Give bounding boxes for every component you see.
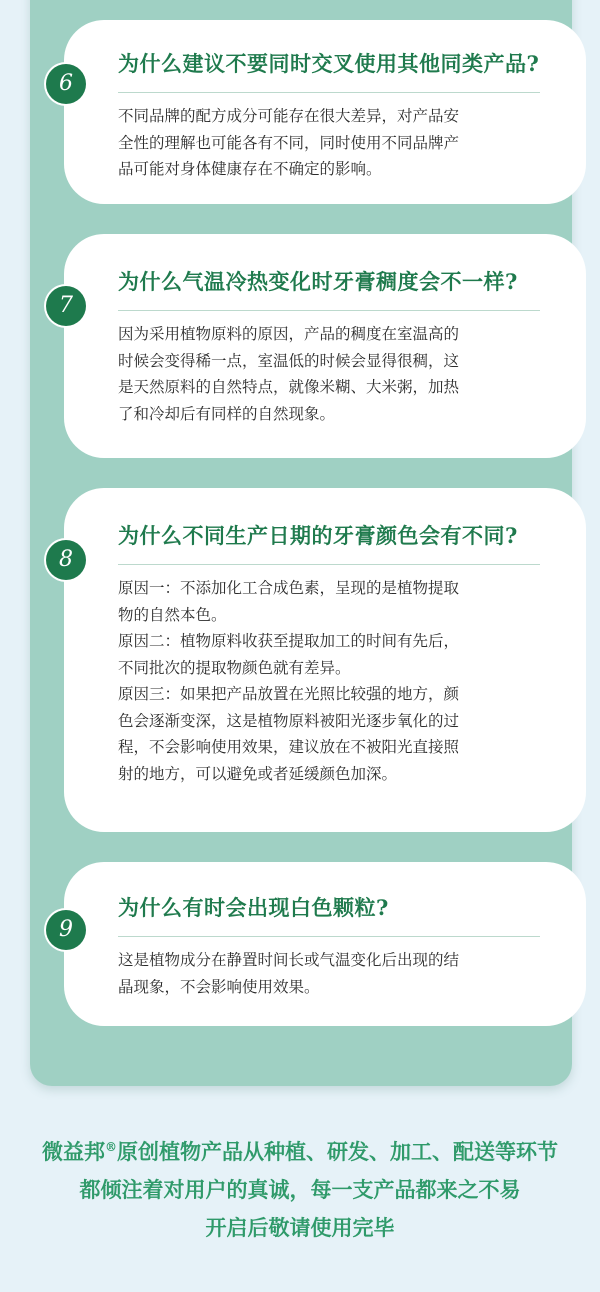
answer-line: 时候会变得稀一点，室温低的时候会显得很稠，这 [118,351,460,370]
faq-answer [118,575,556,787]
faq-answer [118,103,556,183]
answer-line: 原因二：植物原料收获至提取加工的时间有先后， [118,632,460,650]
faq-question: 为什么不同生产日期的牙膏颜色会有不同? [118,523,518,548]
faq-answer [118,321,556,427]
faq-card-8 [64,488,586,832]
answer-line: 色会逐渐变深，这是植物原料被阳光逐步氧化的过 [118,711,460,730]
answer-line: 了和冷却后有同样的自然现象。 [118,404,336,423]
answer-line: 晶现象，不会影响使用效果。 [118,977,320,996]
answer-line: 射的地方，可以避免或者延缓颜色加深。 [118,764,398,783]
number-badge-9: 9 [46,910,86,950]
answer-line: 不同批次的提取物颜色就有差异。 [118,658,351,677]
faq-question: 为什么有时会出现白色颗粒? [118,895,389,920]
answer-line: 因为采用植物原料的原因，产品的稠度在室温高的 [118,325,460,343]
footer-line-1-text: 原创植物产品从种植、研发、加工、配送等环节 [117,1139,558,1164]
footer-message [0,1128,600,1247]
brand-name: 微益邦 [42,1139,105,1164]
answer-line: 原因三：如果把产品放置在光照比较强的地方，颜 [118,685,460,703]
faq-question: 为什么建议不要同时交叉使用其他同类产品? [118,51,540,76]
footer-line-2: 都倾注着对用户的真诚，每一支产品都来之不易 [79,1177,521,1202]
faq-card-6 [64,20,586,204]
answer-line: 全性的理解也可能各有不同，同时使用不同品牌产 [118,133,460,152]
answer-line: 是天然原料的自然特点，就像米糊、大米粥，加热 [118,378,460,396]
answer-line: 原因一：不添加化工合成色素，呈现的是植物提取 [118,579,460,597]
number-badge-8: 8 [46,540,86,580]
number-badge-6: 6 [46,64,86,104]
divider [118,564,540,565]
divider [118,92,540,93]
footer-line-3: 开启后敬请使用完毕 [205,1215,395,1240]
faq-card-7 [64,234,586,458]
answer-line: 不同品牌的配方成分可能存在很大差异，对产品安 [118,107,460,125]
answer-line: 程，不会影响使用效果，建议放在不被阳光直接照 [118,738,460,756]
answer-line: 物的自然本色。 [118,605,227,624]
registered-mark: ® [105,1140,117,1154]
faq-card-9 [64,862,586,1026]
divider [118,936,540,937]
faq-question: 为什么气温冷热变化时牙膏稠度会不一样? [118,269,518,294]
divider [118,310,540,311]
number-badge-7: 7 [46,286,86,326]
faq-answer [118,947,556,1000]
answer-line: 品可能对身体健康存在不确定的影响。 [118,160,382,178]
answer-line: 这是植物成分在静置时间长或气温变化后出现的结 [118,951,460,969]
footer-line-1 [0,1128,600,1171]
